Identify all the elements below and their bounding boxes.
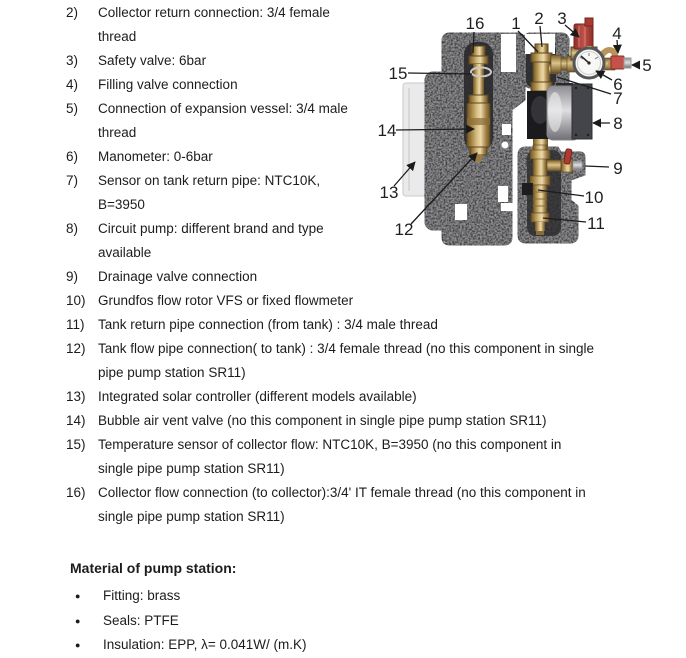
list-item <box>66 313 594 337</box>
list-item-number: 10) <box>66 293 86 308</box>
callout-label-13: 13 <box>379 183 399 202</box>
material-bullets <box>70 584 306 658</box>
air-vent-valve <box>467 46 491 162</box>
callout-label-8: 8 <box>613 114 623 133</box>
list-item-text: single pipe pump station SR11) <box>98 509 285 524</box>
callout-label-5: 5 <box>642 56 652 75</box>
list-item-number: 7) <box>66 173 79 188</box>
list-item <box>66 385 594 409</box>
list-item <box>66 409 594 433</box>
list-item-text: Drainage valve connection <box>98 269 258 284</box>
callout-label-11: 11 <box>587 214 605 233</box>
list-item-text: thread <box>98 29 137 44</box>
list-item-text: Temperature sensor of collector flow: NTC10K, B=3950 (no this component in <box>98 437 562 452</box>
bullet-text: Seals: PTFE <box>103 612 179 628</box>
callout-label-14: 14 <box>377 121 397 140</box>
callout-label-12: 12 <box>394 220 414 239</box>
flow-sensor <box>522 183 533 195</box>
leader-line-9 <box>585 166 609 167</box>
bullet-item <box>70 584 306 609</box>
list-item-number: 4) <box>66 77 79 92</box>
filling-valve <box>611 56 631 69</box>
material-heading: Material of pump station: <box>70 560 237 576</box>
callout-label-15: 15 <box>388 64 408 83</box>
list-item <box>66 265 594 289</box>
circulation-pump <box>547 83 592 140</box>
list-item <box>66 337 594 385</box>
callout-label-3: 3 <box>557 9 567 28</box>
list-item-text: Circuit pump: different brand and type <box>98 221 324 236</box>
list-item-text: Filling valve connection <box>98 77 238 92</box>
list-item-number: 8) <box>66 221 79 236</box>
list-item-number: 6) <box>66 149 79 164</box>
list-item-text: available <box>98 245 152 260</box>
list-item-number: 13) <box>66 389 86 404</box>
list-item-text: Sensor on tank return pipe: NTC10K, <box>98 173 321 188</box>
callout-label-7: 7 <box>613 89 623 108</box>
list-item <box>66 433 594 481</box>
callout-label-4: 4 <box>612 24 622 43</box>
callout-label-2: 2 <box>534 9 544 28</box>
material-section <box>70 556 306 658</box>
list-item-text: Manometer: 0-6bar <box>98 149 213 164</box>
list-item <box>66 481 594 529</box>
list-item-number: 14) <box>66 413 86 428</box>
callout-label-6: 6 <box>613 75 623 94</box>
bullet-item <box>70 609 306 634</box>
bullet-text: Fitting: brass <box>103 588 181 603</box>
callout-label-16: 16 <box>465 14 485 33</box>
bullet-text: Insulation: EPP, λ= 0.041W/ (m.K) <box>103 637 307 652</box>
bullet-icon: ● <box>75 640 81 650</box>
list-item-text: thread <box>98 125 137 140</box>
list-item-number: 5) <box>66 101 79 116</box>
bullet-icon: ● <box>75 591 81 601</box>
callout-label-9: 9 <box>613 159 623 178</box>
bullet-icon: ● <box>75 615 81 626</box>
list-item-number: 15) <box>66 437 86 452</box>
callout-label-10: 10 <box>584 188 604 207</box>
list-item-number: 9) <box>66 269 79 284</box>
list-item-text: single pipe pump station SR11) <box>98 461 285 476</box>
solar-controller-box <box>403 83 427 196</box>
callout-label-1: 1 <box>511 14 521 33</box>
list-item-text: Connection of expansion vessel: 3/4 male <box>98 101 348 116</box>
list-item-text: B=3950 <box>98 197 145 212</box>
list-item-text: Integrated solar controller (different models available) <box>98 389 417 404</box>
list-item-number: 2) <box>66 5 79 20</box>
list-item-number: 12) <box>66 341 86 356</box>
list-item-text: Collector flow connection (to collector):3/4' IT female thread (no this component in <box>98 485 586 500</box>
list-item-number: 16) <box>66 485 86 500</box>
list-item-number: 3) <box>66 53 79 68</box>
bullet-item <box>70 633 306 658</box>
list-item-text: Tank return pipe connection (from tank) : 3/4 male thread <box>98 317 438 332</box>
list-item-text: Bubble air vent valve (no this component in single pipe pump station SR11) <box>98 413 547 428</box>
list-item-text: Safety valve: 6bar <box>98 53 207 68</box>
list-item-text: pipe pump station SR11) <box>98 365 246 380</box>
list-item <box>66 289 594 313</box>
list-item-number: 11) <box>66 317 85 332</box>
list-item-text: Grundfos flow rotor VFS or fixed flowmeter <box>98 293 354 308</box>
list-item-text: Tank flow pipe connection( to tank) : 3/4 female thread (no this component in single <box>98 341 595 356</box>
pump-station-figure <box>375 0 686 265</box>
list-item-text: Collector return connection: 3/4 female <box>98 5 330 20</box>
